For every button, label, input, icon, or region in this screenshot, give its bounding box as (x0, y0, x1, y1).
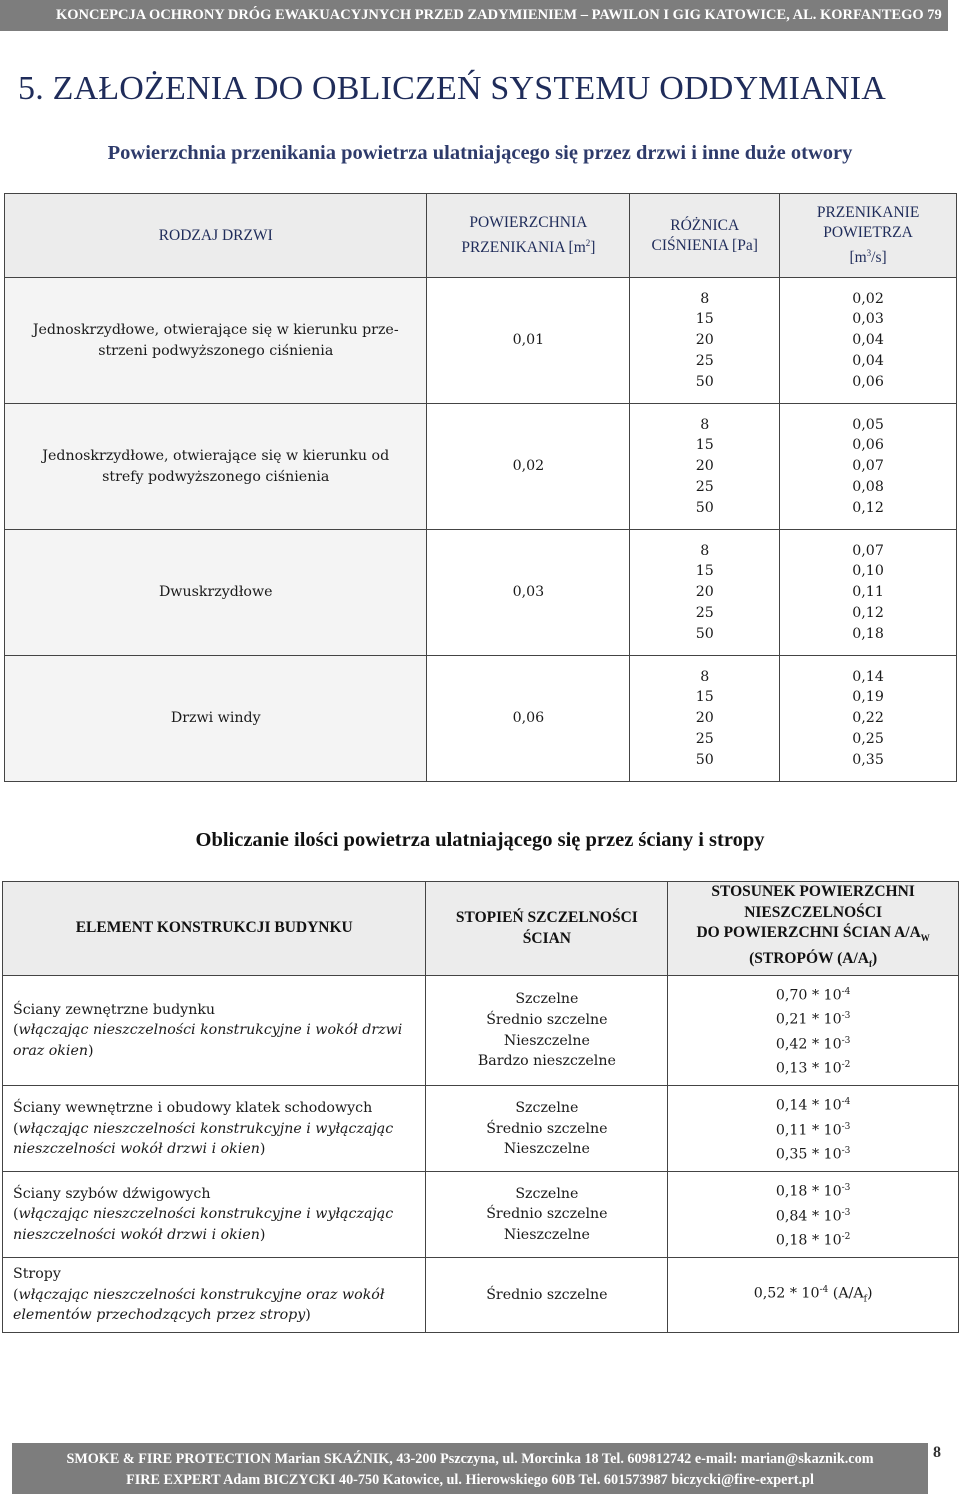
door-type-cell (5, 278, 427, 404)
ratio-subscript: f (863, 1294, 867, 1305)
pressure-value: 25 (695, 478, 714, 495)
leakage-ratio-value (668, 1141, 958, 1165)
ratio-exponent: -3 (841, 1121, 851, 1132)
section-title-walls: Obliczanie ilości powietrza ulatniającego się przez ściany i stropy (195, 829, 765, 851)
building-element-note (13, 1020, 415, 1061)
pressure-value: 50 (695, 625, 714, 642)
ratio-exponent: -2 (841, 1231, 851, 1242)
header-tightness: STOPIEŃ SZCZELNOŚCI ŚCIAN (426, 882, 668, 976)
tightness-cell (426, 976, 668, 1086)
air-flow-cell (780, 530, 957, 656)
building-element-name: Stropy (13, 1266, 61, 1283)
running-header: KONCEPCJA OCHRONY DRÓG EWAKUACYJNYCH PRZED ZADYMIENIEM – PAWILON I GIG KATOWICE, AL. KORFANTEGO 79 (0, 0, 948, 31)
table-row (3, 1086, 959, 1172)
pressure-value: 15 (695, 311, 714, 328)
wall-leakage-table (2, 881, 959, 1333)
note-paren-close: ) (305, 1307, 311, 1324)
ratio-base: 0,13 * 10 (775, 1060, 842, 1077)
leakage-ratio-value (668, 1227, 958, 1251)
leakage-area-cell: 0,02 (427, 404, 630, 530)
tightness-value: Średnio szczelne (486, 1286, 608, 1303)
pressure-value: 20 (695, 458, 714, 475)
ratio-exponent: -2 (841, 1059, 851, 1070)
door-leakage-table (4, 193, 957, 782)
air-flow-value: 0,04 (852, 332, 884, 349)
ratio-base: 0,18 * 10 (775, 1184, 842, 1201)
door-type-cell (5, 404, 427, 530)
tightness-value: Nieszczelne (503, 1141, 590, 1158)
pressure-value: 20 (695, 710, 714, 727)
ratio-base: 0,42 * 10 (775, 1036, 842, 1053)
leakage-ratio-value (668, 1092, 958, 1116)
leakage-ratio-cell (668, 976, 959, 1086)
pressure-cell (630, 656, 780, 782)
air-flow-value: 0,04 (852, 352, 884, 369)
ratio-base: 0,21 * 10 (775, 1012, 842, 1029)
ratio-base: 0,14 * 10 (775, 1098, 842, 1115)
air-flow-cell (780, 656, 957, 782)
tightness-value: Nieszczelne (503, 1227, 590, 1244)
chapter-title: 5. ZAŁOŻENIA DO OBLICZEŃ SYSTEMU ODDYMIANIA (18, 70, 886, 107)
pressure-value: 50 (695, 751, 714, 768)
note-paren-open: ( (13, 1206, 19, 1223)
table-row (5, 656, 957, 782)
leakage-area-cell: 0,03 (427, 530, 630, 656)
ratio-exponent: -3 (841, 1011, 851, 1022)
leakage-area-cell: 0,06 (427, 656, 630, 782)
air-flow-value: 0,14 (852, 668, 884, 685)
door-type-line-2: strzeni podwyższonego ciśnienia (98, 342, 334, 359)
section-title-doors: Powierzchnia przenikania powietrza ulatniającego się przez drzwi i inne duże otwory (107, 142, 853, 164)
ratio-exponent: -3 (841, 1207, 851, 1218)
table-row (3, 1172, 959, 1258)
table-header-row (3, 882, 959, 976)
air-flow-value: 0,18 (852, 625, 884, 642)
pressure-value: 25 (695, 730, 714, 747)
ratio-exponent: -4 (841, 1097, 851, 1108)
ratio-exponent: -4 (819, 1285, 829, 1296)
pressure-value: 8 (700, 416, 710, 433)
pressure-value: 25 (695, 604, 714, 621)
header-leakage-ratio: STOSUNEK POWIERZCHNI NIESZCZELNOŚCI DO POWIERZCHNI ŚCIAN $A/A_W$ (STROPÓW $(A/A_f)$ (668, 882, 959, 976)
air-flow-value: 0,10 (852, 563, 884, 580)
building-element-cell (3, 976, 426, 1086)
door-type-line-1: Drzwi windy (170, 710, 261, 727)
air-flow-value: 0,05 (852, 416, 884, 433)
tightness-value: Szczelne (515, 1185, 579, 1202)
air-flow-value: 0,02 (852, 290, 884, 307)
table-row (3, 1258, 959, 1333)
pressure-value: 8 (700, 542, 710, 559)
header-leakage-area: POWIERZCHNIA PRZENIKANIA $[m^2]$ (427, 194, 630, 278)
air-flow-value: 0,25 (852, 730, 884, 747)
door-type-line-1: Jednoskrzydłowe, otwierające się w kierunku od (42, 447, 390, 464)
ratio-base: 0,70 * 10 (775, 987, 842, 1004)
pressure-value: 15 (695, 563, 714, 580)
note-paren-open: ( (13, 1286, 19, 1303)
ratio-end: ) (866, 1285, 873, 1302)
air-flow-value: 0,11 (852, 584, 884, 601)
ratio-base: 0,84 * 10 (775, 1208, 842, 1225)
air-flow-value: 0,19 (852, 689, 884, 706)
pressure-value: 20 (695, 332, 714, 349)
leakage-ratio-value (668, 1203, 958, 1227)
air-flow-value: 0,06 (852, 437, 884, 454)
footer-line-1: SMOKE & FIRE PROTECTION Marian SKAŹNIK, 43-200 Pszczyna, ul. Morcinka 18 Tel. 609812742 e-mail: marian@skaznik.com (66, 1451, 874, 1467)
tightness-value: Bardzo nieszczelne (477, 1053, 616, 1070)
table-row (5, 404, 957, 530)
table-row (3, 976, 959, 1086)
air-flow-value: 0,03 (852, 311, 884, 328)
pressure-value: 50 (695, 373, 714, 390)
air-flow-value: 0,06 (852, 373, 884, 390)
building-element-cell (3, 1258, 426, 1333)
pressure-value: 50 (695, 499, 714, 516)
ratio-exponent: -3 (841, 1183, 851, 1194)
tightness-value: Szczelne (515, 991, 579, 1008)
note-paren-close: ) (87, 1042, 94, 1059)
building-element-note (13, 1119, 415, 1160)
air-flow-value: 0,07 (852, 458, 884, 475)
page-number: 8 (933, 1444, 941, 1461)
building-element-note (13, 1204, 415, 1245)
note-text: włączając nieszczelności konstrukcyjne i wokół drzwi oraz okien (13, 1022, 403, 1059)
leakage-ratio-cell (668, 1172, 959, 1258)
table-header-row (5, 194, 957, 278)
tightness-cell (426, 1258, 668, 1333)
building-element-note (13, 1285, 415, 1326)
leakage-ratio-value (668, 1178, 958, 1202)
tightness-cell (426, 1172, 668, 1258)
note-text: włączając nieszczelności konstrukcyjne i wyłączając nieszczelności wokół drzwi i okien (13, 1120, 394, 1158)
leakage-area-cell: 0,01 (427, 278, 630, 404)
header-pressure-difference: RÓŻNICA CIŚNIENIA [Pa] (630, 194, 780, 278)
header-building-element: ELEMENT KONSTRUKCJI BUDYNKU (3, 882, 426, 976)
air-flow-cell (780, 278, 957, 404)
air-flow-value: 0,22 (852, 710, 884, 727)
leakage-ratio-value (668, 1117, 958, 1141)
building-element-name: Ściany szybów dźwigowych (13, 1185, 211, 1202)
ratio-base: 0,52 * 10 (753, 1285, 820, 1302)
building-element-name: Ściany zewnętrzne budynku (13, 1001, 216, 1018)
door-type-line-1: Dwuskrzydłowe (158, 584, 273, 601)
ratio-exponent: -3 (841, 1035, 851, 1046)
ratio-suffix: (A/A (828, 1285, 864, 1302)
door-type-cell (5, 656, 427, 782)
air-flow-value: 0,12 (852, 499, 884, 516)
building-element-name: Ściany wewnętrzne i obudowy klatek schodowych (13, 1099, 373, 1116)
header-air-flow: PRZENIKANIE POWIETRZA $[m^3/s]$ (780, 194, 957, 278)
table-row (5, 278, 957, 404)
tightness-value: Nieszczelne (503, 1032, 590, 1049)
leakage-ratio-cell (668, 1086, 959, 1172)
ratio-base: 0,35 * 10 (775, 1146, 842, 1163)
tightness-value: Średnio szczelne (486, 1206, 608, 1223)
pressure-value: 25 (695, 352, 714, 369)
pressure-value: 15 (695, 689, 714, 706)
door-type-line-1: Jednoskrzydłowe, otwierające się w kierunku prze- (32, 321, 399, 338)
air-flow-value: 0,12 (852, 604, 884, 621)
pressure-value: 8 (700, 290, 710, 307)
pressure-cell (630, 404, 780, 530)
ratio-exponent: -4 (841, 987, 851, 997)
leakage-ratio-value (668, 1055, 958, 1079)
tightness-value: Średnio szczelne (486, 1120, 608, 1137)
note-paren-open: ( (13, 1022, 19, 1039)
note-text: włączając nieszczelności konstrukcyjne oraz wokół elementów przechodzących przez stropy (13, 1286, 385, 1324)
footer-line-2: FIRE EXPERT Adam BICZYCKI 40-750 Katowice, ul. Hierowskiego 60B Tel. 601573987 biczycki@fire-expert.pl (126, 1472, 814, 1488)
ratio-base: 0,11 * 10 (775, 1122, 842, 1139)
air-flow-value: 0,07 (852, 542, 884, 559)
air-flow-value: 0,35 (852, 751, 884, 768)
note-text: włączając nieszczelności konstrukcyjne i wyłączając nieszczelności wokół drzwi i okien (13, 1206, 394, 1244)
leakage-ratio-value (668, 982, 958, 1006)
tightness-value: Szczelne (515, 1099, 579, 1116)
pressure-cell (630, 278, 780, 404)
building-element-cell (3, 1172, 426, 1258)
tightness-cell (426, 1086, 668, 1172)
page-footer (12, 1443, 928, 1494)
note-paren-close: ) (259, 1227, 266, 1244)
air-flow-value: 0,08 (852, 478, 884, 495)
ratio-exponent: -3 (841, 1145, 851, 1156)
note-paren-close: ) (259, 1141, 266, 1158)
pressure-value: 20 (695, 584, 714, 601)
door-type-line-2: strefy podwyższonego ciśnienia (102, 468, 330, 485)
pressure-value: 15 (695, 437, 714, 454)
leakage-ratio-value (668, 1031, 958, 1055)
leakage-ratio-value (668, 1006, 958, 1030)
header-door-type: RODZAJ DRZWI (5, 194, 427, 278)
pressure-cell (630, 530, 780, 656)
leakage-ratio-cell (668, 1258, 959, 1333)
door-type-cell (5, 530, 427, 656)
table-row (5, 530, 957, 656)
air-flow-cell (780, 404, 957, 530)
building-element-cell (3, 1086, 426, 1172)
leakage-ratio-value (668, 1280, 958, 1310)
pressure-value: 8 (700, 668, 710, 685)
ratio-base: 0,18 * 10 (775, 1232, 842, 1249)
note-paren-open: ( (13, 1120, 19, 1137)
tightness-value: Średnio szczelne (486, 1012, 608, 1029)
